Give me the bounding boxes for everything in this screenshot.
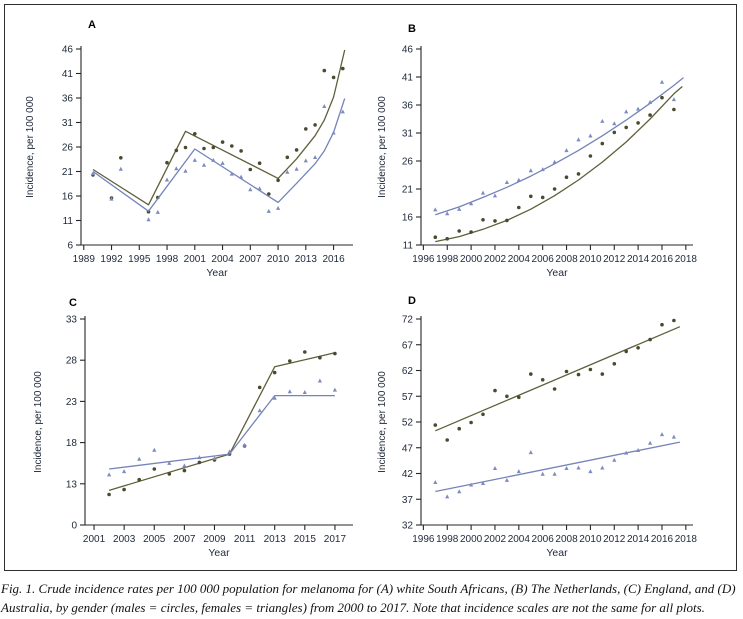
y-tick-label: 52 (401, 417, 413, 429)
male-data-point (481, 413, 485, 417)
y-tick-label: 18 (65, 438, 77, 450)
y-tick-label: 37 (401, 494, 413, 506)
y-tick-label: 21 (61, 167, 73, 178)
males-trend-line (109, 353, 335, 491)
males-series (434, 319, 680, 442)
male-data-point (660, 96, 664, 100)
male-data-point (577, 172, 581, 176)
y-tick-label: 11 (62, 216, 73, 227)
female-data-point (303, 390, 307, 394)
female-data-point (202, 163, 206, 167)
y-tick-label: 41 (401, 72, 413, 84)
y-tick-label: 16 (401, 212, 413, 224)
male-data-point (183, 469, 187, 473)
y-tick-label: 62 (401, 366, 413, 377)
male-data-point (445, 438, 449, 442)
female-data-point (433, 480, 437, 484)
y-tick-label: 72 (401, 314, 413, 326)
female-data-point (529, 168, 533, 172)
axes-lines (421, 46, 693, 245)
x-axis-title: Year (546, 547, 568, 559)
female-data-point (267, 209, 271, 213)
y-tick-label: 28 (65, 355, 77, 367)
female-data-point (517, 178, 521, 182)
male-data-point (589, 154, 593, 158)
x-tick-label: 2002 (483, 254, 507, 265)
x-tick-label: 2012 (603, 254, 626, 265)
x-tick-label: 2010 (579, 534, 602, 545)
y-axis (62, 45, 81, 252)
panel-a-chart (9, 9, 371, 291)
male-data-point (541, 196, 545, 200)
y-tick-label: 42 (401, 469, 413, 480)
y-tick-label: 6 (67, 240, 73, 252)
male-data-point (648, 338, 652, 342)
y-tick-label: 26 (61, 142, 73, 154)
female-data-point (322, 104, 326, 108)
male-data-point (119, 156, 123, 160)
y-tick-label: 31 (61, 118, 73, 129)
y-tick-label: 67 (401, 340, 413, 352)
female-data-point (588, 134, 592, 138)
x-tick-label: 2013 (294, 254, 317, 265)
female-data-point (433, 207, 437, 211)
male-data-point (202, 147, 206, 151)
male-data-point (341, 67, 345, 71)
female-data-point (636, 107, 640, 111)
males-series (434, 87, 683, 242)
male-data-point (613, 362, 617, 366)
x-tick-label: 1989 (72, 254, 95, 265)
x-tick-label: 2014 (626, 534, 650, 545)
male-data-point (122, 488, 126, 492)
males-trend-line (435, 327, 680, 431)
males-series (107, 350, 336, 496)
male-data-point (672, 319, 676, 323)
x-tick-label: 2003 (113, 534, 136, 545)
y-axis-title: Incidence, per 100 000 (377, 371, 388, 473)
male-data-point (295, 148, 299, 152)
y-axis-title: Incidence, per 100 000 (377, 96, 388, 198)
panel-d-chart (373, 293, 735, 575)
x-tick-label: 2001 (183, 254, 206, 265)
females-trend-line (93, 99, 345, 212)
female-data-point (122, 469, 126, 473)
male-data-point (212, 146, 216, 150)
x-tick-label: 2004 (211, 254, 234, 265)
male-data-point (175, 149, 179, 153)
male-data-point (258, 161, 262, 165)
y-tick-label: 57 (401, 391, 413, 403)
male-data-point (333, 352, 337, 356)
male-data-point (304, 127, 308, 131)
x-tick-label: 2001 (82, 534, 106, 545)
male-data-point (624, 126, 628, 130)
male-data-point (517, 206, 521, 210)
male-data-point (672, 108, 676, 112)
female-data-point (600, 466, 604, 470)
x-tick-label: 2016 (650, 254, 674, 265)
female-data-point (165, 178, 169, 182)
male-data-point (153, 467, 157, 471)
male-data-point (553, 387, 557, 391)
female-data-point (576, 466, 580, 470)
x-tick-label: 2006 (531, 254, 554, 265)
y-tick-label: 16 (61, 191, 73, 203)
y-tick-label: 46 (61, 44, 73, 56)
female-data-point (239, 175, 243, 179)
y-tick-label: 0 (71, 520, 77, 532)
female-data-point (445, 494, 449, 498)
x-axis (73, 245, 345, 265)
females-trend-line (435, 442, 680, 491)
female-data-point (248, 187, 252, 191)
male-data-point (288, 359, 292, 363)
male-data-point (198, 461, 202, 465)
male-data-point (165, 161, 169, 165)
female-data-point (258, 408, 262, 412)
females-series (433, 432, 680, 498)
male-data-point (493, 389, 497, 393)
male-data-point (313, 123, 317, 127)
female-data-point (258, 186, 262, 190)
female-data-point (672, 97, 676, 101)
male-data-point (193, 132, 197, 136)
female-data-point (612, 458, 616, 462)
females-series (107, 379, 337, 477)
male-data-point (276, 179, 280, 183)
y-tick-label: 46 (401, 44, 413, 56)
female-data-point (183, 169, 187, 173)
panel-label: C (69, 297, 77, 309)
female-data-point (156, 210, 160, 214)
female-data-point (564, 148, 568, 152)
x-tick-label: 2007 (239, 254, 262, 265)
male-data-point (434, 235, 438, 239)
panel-c-chart (9, 293, 371, 575)
male-data-point (648, 113, 652, 117)
panel-b-chart (373, 9, 735, 291)
x-tick-label: 2008 (555, 254, 578, 265)
female-data-point (137, 457, 141, 461)
x-tick-label: 1998 (155, 254, 179, 265)
x-axis (412, 525, 697, 545)
y-tick-label: 33 (65, 314, 77, 326)
male-data-point (137, 478, 141, 482)
male-data-point (434, 423, 438, 427)
male-data-point (589, 368, 593, 372)
x-axis (83, 525, 347, 545)
y-axis-title: Incidence, per 100 000 (25, 96, 36, 198)
female-data-point (660, 432, 664, 436)
x-tick-label: 2002 (483, 534, 507, 545)
y-tick-label: 11 (402, 240, 413, 252)
females-series (433, 78, 683, 216)
female-data-point (146, 217, 150, 221)
x-tick-label: 2004 (507, 254, 530, 265)
panel-label: B (408, 23, 416, 35)
female-data-point (600, 119, 604, 123)
male-data-point (636, 346, 640, 350)
females-trend-line (435, 78, 683, 215)
female-data-point (107, 472, 111, 476)
male-data-point (505, 395, 509, 399)
males-series (91, 50, 345, 214)
female-data-point (493, 466, 497, 470)
male-data-point (660, 323, 664, 327)
female-data-point (553, 160, 557, 164)
female-data-point (660, 80, 664, 84)
y-axis (66, 315, 85, 532)
female-data-point (457, 489, 461, 493)
male-data-point (636, 121, 640, 125)
male-data-point (493, 219, 497, 223)
female-data-point (182, 463, 186, 467)
male-data-point (258, 386, 262, 390)
figure-border-box (4, 4, 737, 571)
axes-lines (85, 316, 353, 525)
x-tick-label: 2018 (674, 254, 697, 265)
y-tick-label: 47 (401, 443, 413, 455)
x-tick-label: 2000 (459, 534, 483, 545)
male-data-point (517, 396, 521, 400)
males-trend-line (435, 87, 682, 242)
female-data-point (541, 472, 545, 476)
male-data-point (529, 195, 533, 199)
female-data-point (119, 167, 123, 171)
x-tick-label: 2013 (263, 534, 286, 545)
x-tick-label: 1996 (412, 534, 435, 545)
male-data-point (168, 472, 172, 476)
x-axis-title: Year (206, 267, 228, 279)
male-data-point (445, 237, 449, 241)
female-data-point (672, 435, 676, 439)
male-data-point (332, 76, 336, 80)
y-tick-label: 31 (401, 128, 413, 140)
female-data-point (517, 469, 521, 473)
y-tick-label: 41 (61, 69, 73, 80)
female-data-point (288, 389, 292, 393)
male-data-point (239, 149, 243, 153)
y-tick-label: 13 (65, 479, 77, 491)
female-data-point (612, 121, 616, 125)
x-tick-label: 1992 (100, 254, 123, 265)
x-tick-label: 2018 (674, 534, 697, 545)
x-tick-label: 2012 (603, 534, 626, 545)
x-tick-label: 1995 (128, 254, 151, 265)
y-tick-label: 26 (401, 156, 413, 168)
female-data-point (624, 109, 628, 113)
axes-lines (421, 316, 693, 525)
female-data-point (313, 155, 317, 159)
x-tick-label: 2006 (531, 534, 554, 545)
female-data-point (174, 166, 178, 170)
female-data-point (333, 388, 337, 392)
females-series (91, 99, 345, 222)
x-tick-label: 1996 (412, 254, 435, 265)
female-data-point (295, 167, 299, 171)
x-tick-label: 2007 (173, 534, 196, 545)
x-tick-label: 2008 (555, 534, 578, 545)
female-data-point (588, 469, 592, 473)
male-data-point (601, 372, 605, 376)
male-data-point (221, 140, 225, 144)
male-data-point (553, 187, 557, 191)
male-data-point (481, 218, 485, 222)
female-data-point (243, 443, 247, 447)
x-tick-label: 2015 (293, 534, 316, 545)
x-tick-label: 2005 (143, 534, 166, 545)
x-tick-label: 2016 (322, 254, 345, 265)
x-tick-label: 2014 (626, 254, 650, 265)
male-data-point (469, 421, 473, 425)
female-data-point (505, 180, 509, 184)
x-tick-label: 2000 (459, 254, 483, 265)
y-axis (402, 45, 421, 252)
x-axis-title: Year (546, 267, 568, 279)
females-trend-line (109, 396, 335, 469)
male-data-point (457, 229, 461, 233)
male-data-point (565, 370, 569, 374)
y-tick-label: 36 (61, 93, 73, 105)
male-data-point (457, 427, 461, 431)
male-data-point (318, 356, 322, 360)
female-data-point (152, 448, 156, 452)
male-data-point (184, 146, 188, 150)
male-data-point (303, 350, 307, 354)
males-trend-line (93, 50, 345, 205)
male-data-point (469, 230, 473, 234)
male-data-point (107, 493, 111, 497)
male-data-point (624, 350, 628, 354)
x-tick-label: 2010 (579, 254, 602, 265)
y-tick-label: 32 (401, 520, 413, 532)
female-data-point (505, 478, 509, 482)
y-axis (402, 315, 421, 532)
female-data-point (304, 158, 308, 162)
panel-label: D (408, 295, 416, 307)
x-tick-label: 2009 (203, 534, 226, 545)
male-data-point (273, 371, 277, 375)
male-data-point (601, 142, 605, 146)
male-data-point (613, 131, 617, 135)
male-data-point (323, 69, 327, 73)
female-data-point (576, 137, 580, 141)
axes-lines (81, 46, 353, 245)
male-data-point (577, 373, 581, 377)
x-tick-label: 2016 (650, 534, 674, 545)
female-data-point (648, 441, 652, 445)
female-data-point (564, 466, 568, 470)
male-data-point (541, 378, 545, 382)
x-tick-label: 2017 (323, 534, 347, 545)
x-axis (412, 245, 697, 265)
male-data-point (230, 144, 234, 148)
x-tick-label: 1998 (436, 254, 459, 265)
male-data-point (565, 175, 569, 179)
x-tick-label: 2004 (507, 534, 530, 545)
male-data-point (286, 156, 290, 160)
y-axis-title: Incidence, per 100 000 (33, 371, 44, 473)
x-tick-label: 2011 (233, 534, 256, 545)
male-data-point (529, 372, 533, 376)
y-tick-label: 36 (401, 100, 413, 112)
panel-label: A (88, 19, 96, 31)
female-data-point (529, 450, 533, 454)
female-data-point (276, 206, 280, 210)
male-data-point (249, 168, 253, 172)
y-tick-label: 23 (65, 396, 77, 408)
x-tick-label: 2010 (266, 254, 290, 265)
female-data-point (318, 379, 322, 383)
x-tick-label: 1998 (436, 534, 459, 545)
female-data-point (493, 193, 497, 197)
female-data-point (481, 191, 485, 195)
x-axis-title: Year (208, 547, 230, 559)
y-tick-label: 21 (401, 184, 413, 196)
female-data-point (193, 158, 197, 162)
figure-caption: Fig. 1. Crude incidence rates per 100 000 population for melanoma for (A) white South Africans, (B) The Netherlands, (C) England, and (D) Australia, by gender (males = circles, females = triangles) from 2000 to 2017. Note that incidence scales are not the same for all plots. (1, 581, 736, 615)
female-data-point (332, 131, 336, 135)
female-data-point (553, 472, 557, 476)
male-data-point (505, 219, 509, 223)
female-data-point (221, 161, 225, 165)
